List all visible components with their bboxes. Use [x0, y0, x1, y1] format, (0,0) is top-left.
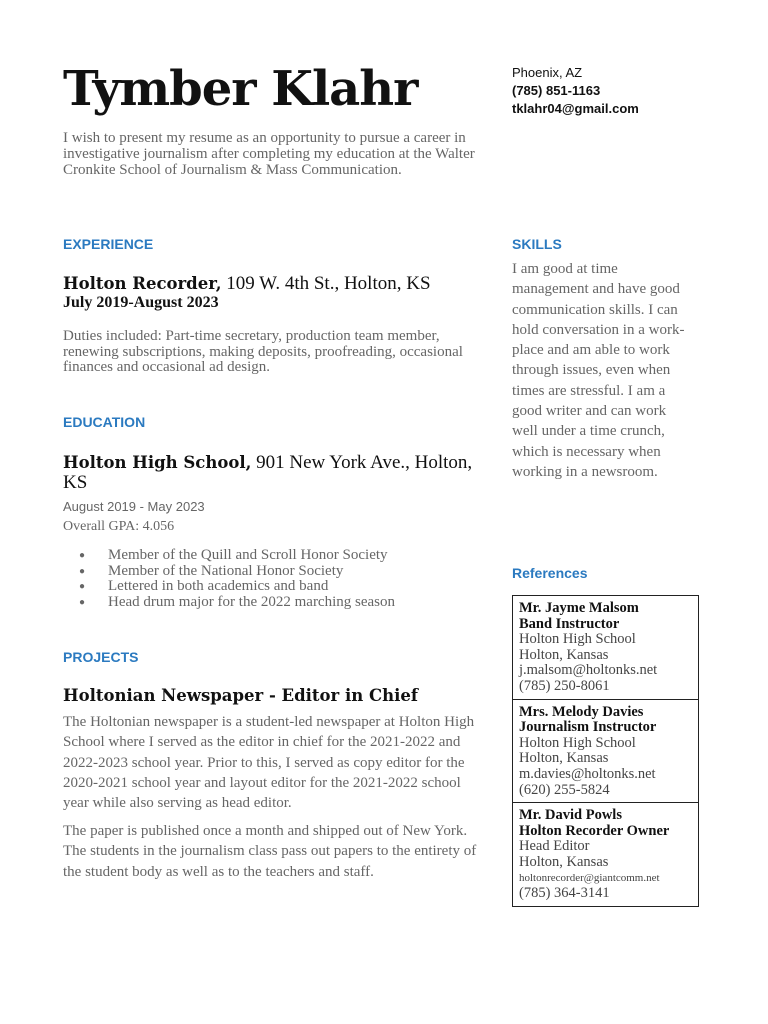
experience-title — [63, 274, 431, 294]
references-heading: References — [512, 565, 588, 581]
reference-entry — [513, 802, 698, 906]
experience-dates: July 2019-August 2023 — [63, 294, 219, 311]
education-dates: August 2019 - May 2023 — [63, 499, 205, 514]
reference-location: Holton, Kansas — [519, 750, 609, 767]
reference-name: Mr. Jayme Malsom — [519, 600, 639, 616]
education-title — [63, 453, 473, 493]
education-gpa: Overall GPA: 4.056 — [63, 519, 175, 534]
project-paragraph-1: The Holtonian newspaper is a student-led newspaper at Holton High School where I served as the editor in chief for the 2021-2022 and 2022-2023 school year. Prior to this, I served as copy editor for the 2020-2021 school year and layout editor for the 2021-2022 school year while also serving as head editor. — [63, 714, 475, 812]
references-table — [512, 595, 699, 907]
achievement-item: ● Member of the Quill and Scroll Honor Society — [63, 548, 395, 564]
reference-organization: Holton High School — [519, 734, 636, 751]
reference-role: Holton Recorder Owner — [519, 822, 670, 839]
experience-duties: Duties included: Part-time secretary, production team member, renewing subscriptions, making deposits, proofreading, occasional finances and occasional ad design. — [63, 328, 463, 376]
reference-role: Band Instructor — [519, 615, 620, 632]
skills-heading: SKILLS — [512, 236, 562, 252]
reference-entry — [513, 699, 698, 803]
achievement-item: ● Member of the National Honor Society — [63, 564, 395, 580]
education-address: 901 New York Ave., Holton, KS — [63, 452, 473, 493]
project-paragraph-2: The paper is published once a month and shipped out of New York. The students in the journalism class pass out papers to the entirety of the student body as well as to the teachers and staff. — [63, 823, 477, 880]
experience-employer: Holton Recorder, — [63, 274, 222, 293]
reference-phone[interactable]: (785) 364-3141 — [519, 885, 610, 902]
reference-location: Holton, Kansas — [519, 853, 609, 870]
reference-role: Journalism Instructor — [519, 719, 657, 736]
project-title: Holtonian Newspaper - Editor in Chief — [63, 686, 418, 705]
experience-address: 109 W. 4th St., Holton, KS — [221, 273, 431, 294]
contact-location: Phoenix, AZ — [512, 65, 583, 80]
projects-heading: PROJECTS — [63, 649, 139, 665]
reference-organization: Head Editor — [519, 838, 590, 855]
contact-block — [512, 64, 639, 118]
reference-email[interactable]: m.davies@holtonks.net — [519, 765, 656, 782]
experience-heading: EXPERIENCE — [63, 236, 154, 252]
reference-email[interactable]: holtonrecorder@giantcomm.net — [519, 871, 660, 884]
achievement-item: ● Head drum major for the 2022 marching season — [63, 595, 395, 611]
education-achievements — [63, 548, 395, 611]
reference-organization: Holton High School — [519, 631, 636, 648]
reference-phone[interactable]: (620) 255-5824 — [519, 781, 610, 798]
reference-name: Mrs. Melody Davies — [519, 703, 644, 720]
reference-location: Holton, Kansas — [519, 646, 609, 663]
reference-name: Mr. David Powls — [519, 807, 622, 824]
education-heading: EDUCATION — [63, 414, 146, 430]
contact-email[interactable]: tklahr04@gmail.com — [512, 101, 639, 116]
reference-email[interactable]: j.malsom@holtonks.net — [519, 662, 658, 679]
achievement-item: ● Lettered in both academics and band — [63, 579, 395, 595]
contact-phone[interactable]: (785) 851-1163 — [512, 83, 601, 98]
reference-phone[interactable]: (785) 250-8061 — [519, 677, 610, 694]
skills-text: I am good at time management and have good communication skills. I can hold conversation in a work-place and am able to work through issues, even when times are stressful. I am a good writer and can work well under a time crunch, which is necessary when working in a newsroom. — [512, 261, 685, 480]
intro-statement: I wish to present my resume as an opportunity to pursue a career in investigative journalism after completing my education at the Walter Cronkite School of Journalism & Mass Communication. — [63, 130, 475, 178]
reference-entry — [513, 596, 698, 699]
education-school: Holton High School, — [63, 453, 252, 472]
resume-name: Tymber Klahr — [63, 61, 418, 117]
